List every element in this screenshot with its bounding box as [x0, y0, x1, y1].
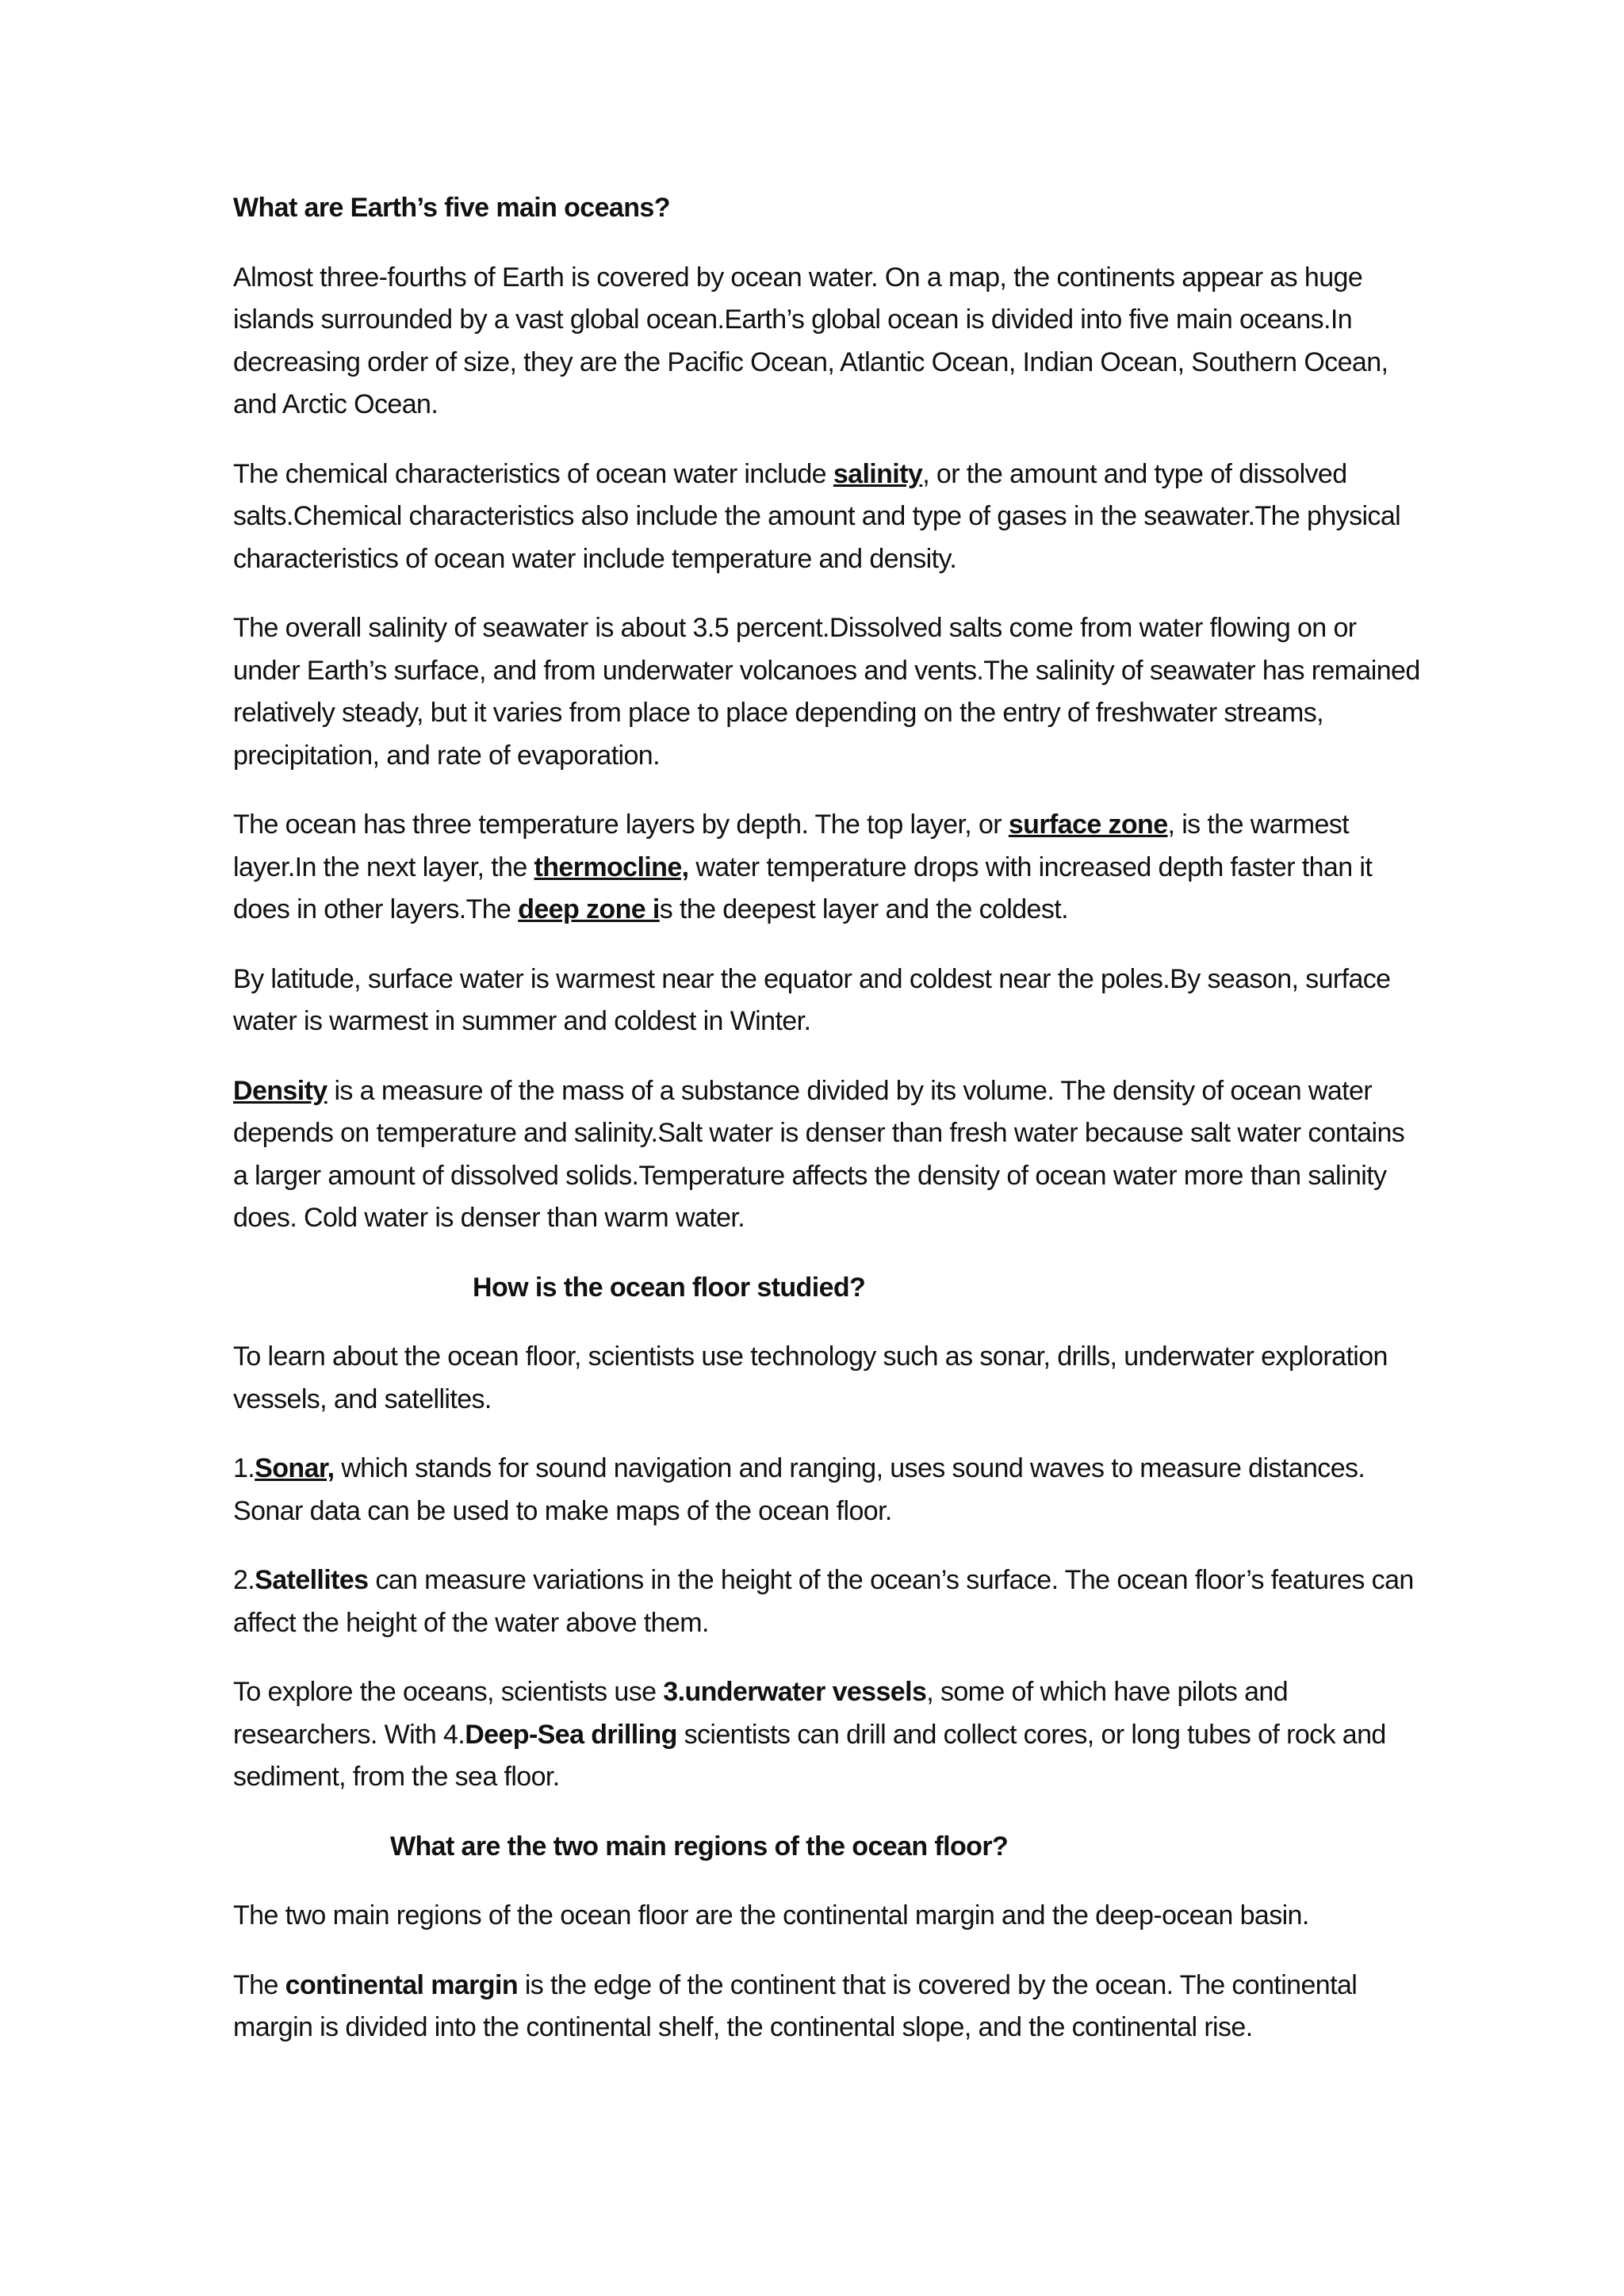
paragraph-sonar — [233, 1448, 1423, 1533]
document-page — [233, 187, 1423, 2076]
text-run: can measure variations in the height of the ocean’s surface. The ocean floor’s features can affect the height of the water above them. — [233, 1565, 1414, 1638]
text-run: The — [233, 1969, 285, 2000]
paragraph-two-regions: The two main regions of the ocean floor are the continental margin and the deep-ocean basin. — [233, 1900, 1309, 1931]
paragraph-oceans-overview: Almost three-fourths of Earth is covered by ocean water. On a map, the continents appear as huge islands surrounded by a vast global ocean.Earth’s global ocean is divided into five main oceans.In decreasing order of size, they are the Pacific Ocean, Atlantic Ocean, Indian Ocean, Southern Ocean, and Arctic Ocean. — [233, 262, 1388, 419]
text-run: The ocean has three temperature layers by depth. The top layer, or — [233, 809, 1009, 840]
text-run: To explore the oceans, scientists use — [233, 1677, 664, 1707]
list-number: 2. — [233, 1565, 255, 1595]
heading-ocean-floor-regions: What are the two main regions of the ocean floor? — [390, 1831, 1009, 1862]
paragraph-density — [233, 1070, 1423, 1240]
term-surface-zone: surface zone — [1008, 809, 1168, 840]
paragraph-temperature-layers — [233, 804, 1423, 932]
text-run: s the deepest layer and the coldest. — [659, 894, 1068, 924]
term-salinity: salinity — [833, 458, 923, 489]
term-sonar: Sonar, — [255, 1453, 335, 1483]
paragraph-chemical-characteristics — [233, 453, 1423, 581]
paragraph-vessels-drilling — [233, 1671, 1423, 1799]
term-deep-sea-drilling: Deep-Sea drilling — [465, 1719, 677, 1750]
text-run: is a measure of the mass of a substance divided by its volume. The density of ocean water depends on temperature and salinity.Salt water is denser than fresh water because salt water contains a larger amount of dissolved solids.Temperature affects the density of ocean water more than salinity does. Cold water is denser than warm water. — [233, 1075, 1405, 1233]
paragraph-ocean-floor-technology: To learn about the ocean floor, scientists use technology such as sonar, drills, underwater exploration vessels, and satellites. — [233, 1341, 1388, 1414]
heading-ocean-floor-studied: How is the ocean floor studied? — [473, 1272, 866, 1303]
term-underwater-vessels: 3.underwater vessels — [663, 1677, 927, 1707]
text-run: which stands for sound navigation and ranging, uses sound waves to measure distances. Sonar data can be used to make maps of the ocean floor. — [233, 1453, 1365, 1526]
heading-five-oceans: What are Earth’s five main oceans? — [233, 193, 670, 223]
paragraph-continental-margin — [233, 1965, 1423, 2049]
term-deep-zone: deep zone i — [518, 894, 660, 924]
text-run: water temperature drops with increased depth faster than it does in other layers.The — [233, 851, 1373, 924]
paragraph-latitude-season: By latitude, surface water is warmest near the equator and coldest near the poles.By season, surface water is warmest in summer and coldest in Winter. — [233, 963, 1391, 1036]
term-thermocline: thermocline, — [534, 851, 689, 882]
term-satellites: Satellites — [255, 1565, 369, 1595]
text-run: The chemical characteristics of ocean water include — [233, 458, 833, 489]
list-number: 1. — [233, 1453, 255, 1483]
term-density: Density — [233, 1075, 327, 1106]
text-run: , is the warmest layer.In the next layer, the — [233, 809, 1349, 882]
paragraph-salinity: The overall salinity of seawater is about 3.5 percent.Dissolved salts come from water flowing on or under Earth’s surface, and from underwater volcanoes and vents.The salinity of seawater has remained relatively steady, but it varies from place to place depending on the entry of freshwater streams, precipitation, and rate of evaporation. — [233, 613, 1420, 771]
paragraph-satellites — [233, 1559, 1423, 1644]
text-run: scientists can drill and collect cores, or long tubes of rock and sediment, from the sea floor. — [233, 1719, 1386, 1792]
term-continental-margin: continental margin — [285, 1969, 518, 2000]
text-run: , or the amount and type of dissolved salts.Chemical characteristics also include the amount and type of gases in the seawater.The physical characteristics of ocean water include temperature and density. — [233, 458, 1401, 574]
text-run: , some of which have pilots and researchers. With 4. — [233, 1677, 1289, 1750]
text-run: is the edge of the continent that is covered by the ocean. The continental margin is divided into the continental shelf, the continental slope, and the continental rise. — [233, 1969, 1358, 2042]
